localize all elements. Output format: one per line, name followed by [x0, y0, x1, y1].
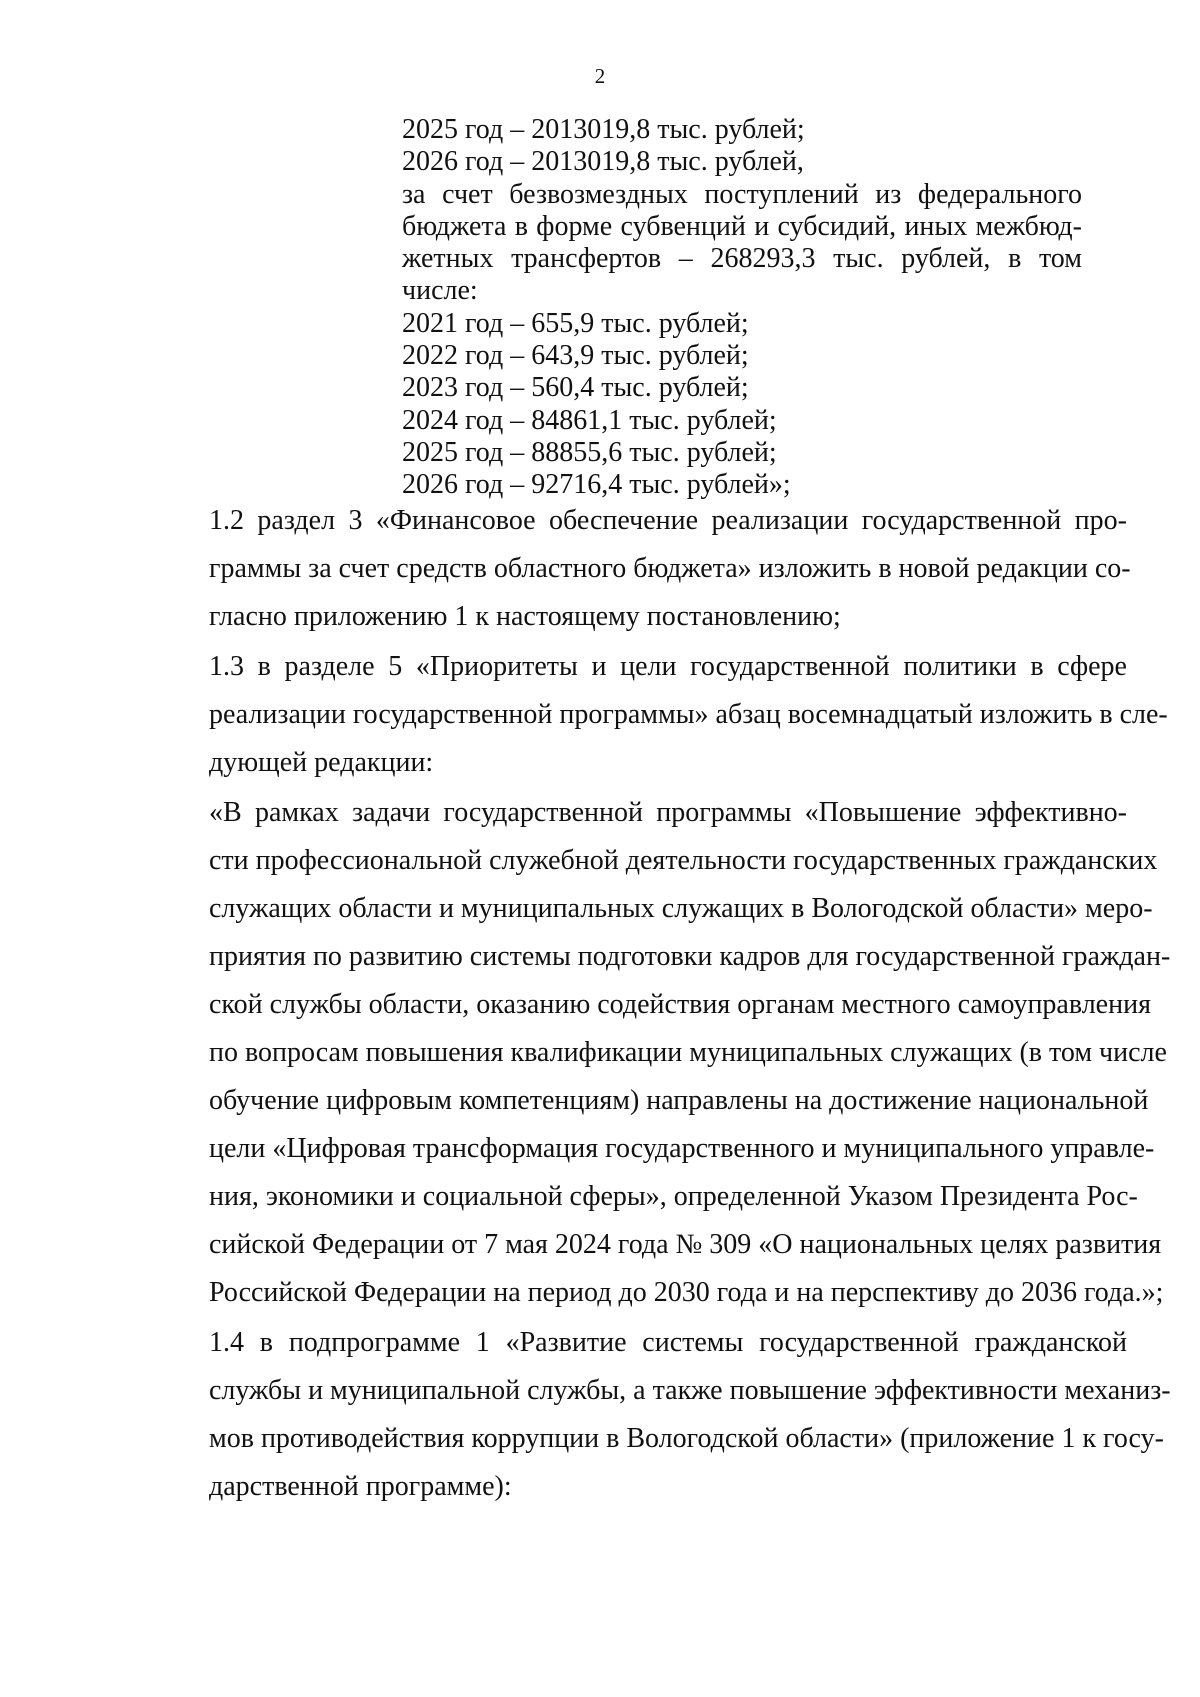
- transfer-line: за счет безвозмездных поступлений из федерального: [402, 178, 1082, 210]
- paragraph-line: дарственной программе):: [209, 1471, 512, 1502]
- year-amount-line: 2024 год – 84861,1 тыс. рублей;: [402, 404, 777, 436]
- paragraph-line: ния, экономики и социальной сферы», определенной Указом Президента Рос-: [209, 1181, 1138, 1212]
- paragraph-line: сийской Федерации от 7 мая 2024 года № 309 «О национальных целях развития: [209, 1229, 1162, 1260]
- paragraph-line: 1.2 раздел 3 «Финансовое обеспечение реализации государственной про-: [209, 505, 1127, 536]
- year-amount-line: 2023 год – 560,4 тыс. рублей;: [402, 372, 749, 404]
- paragraph-line: мов противодействия коррупции в Вологодской области» (приложение 1 к госу-: [209, 1423, 1164, 1454]
- paragraph-line: цели «Цифровая трансформация государственного и муниципального управле-: [209, 1133, 1155, 1164]
- year-amount-line: 2021 год – 655,9 тыс. рублей;: [402, 307, 749, 339]
- transfer-line: жетных трансфертов – 268293,3 тыс. рублей, в том числе:: [402, 243, 1082, 307]
- paragraph-line: дующей редакции:: [209, 747, 434, 778]
- paragraph-1-4: [139, 1319, 1171, 1511]
- financing-block: [402, 114, 1082, 502]
- year-amount-line: 2022 год – 643,9 тыс. рублей;: [402, 340, 749, 372]
- paragraph-line: сти профессиональной служебной деятельности государственных гражданских: [209, 845, 1158, 876]
- paragraph-line: по вопросам повышения квалификации муниципальных служащих (в том числе: [209, 1037, 1167, 1068]
- finance-line: 2026 год – 2013019,8 тыс. рублей,: [402, 146, 804, 178]
- paragraph-line: 1.3 в разделе 5 «Приоритеты и цели государственной политики в сфере: [209, 651, 1127, 682]
- paragraph-1-2: [139, 497, 1131, 641]
- paragraph-line: гласно приложению 1 к настоящему постановлению;: [209, 601, 841, 632]
- paragraph-line: службы и муниципальной службы, а также повышение эффективности механиз-: [209, 1375, 1171, 1406]
- paragraph-line: «В рамках задачи государственной программы «Повышение эффективно-: [209, 797, 1127, 828]
- page-number: 2: [594, 64, 606, 88]
- year-amount-line: 2025 год – 88855,6 тыс. рублей;: [402, 436, 777, 468]
- paragraph-line: 1.4 в подпрограмме 1 «Развитие системы государственной гражданской: [209, 1327, 1127, 1358]
- paragraph-line: реализации государственной программы» абзац восемнадцатый изложить в сле-: [209, 699, 1168, 730]
- paragraph-quote: [139, 789, 1171, 1317]
- paragraph-line: приятия по развитию системы подготовки кадров для государственной граждан-: [209, 941, 1171, 972]
- paragraph-line: граммы за счет средств областного бюджета» изложить в новой редакции со-: [209, 553, 1131, 584]
- transfer-line: бюджета в форме субвенций и субсидий, иных межбюд-: [402, 210, 1082, 242]
- year-amount-line: 2026 год – 92716,4 тыс. рублей»;: [402, 469, 791, 501]
- paragraph-line: служащих области и муниципальных служащих в Вологодской области» меро-: [209, 893, 1153, 924]
- paragraph-line: Российской Федерации на период до 2030 года и на перспективу до 2036 года.»;: [209, 1277, 1164, 1308]
- paragraph-line: ской службы области, оказанию содействия органам местного самоуправления: [209, 989, 1151, 1020]
- document-body: [139, 497, 1171, 1511]
- paragraph-line: обучение цифровым компетенциям) направлены на достижение национальной: [209, 1085, 1149, 1116]
- finance-line: 2025 год – 2013019,8 тыс. рублей;: [402, 114, 805, 145]
- paragraph-1-3: [139, 643, 1168, 787]
